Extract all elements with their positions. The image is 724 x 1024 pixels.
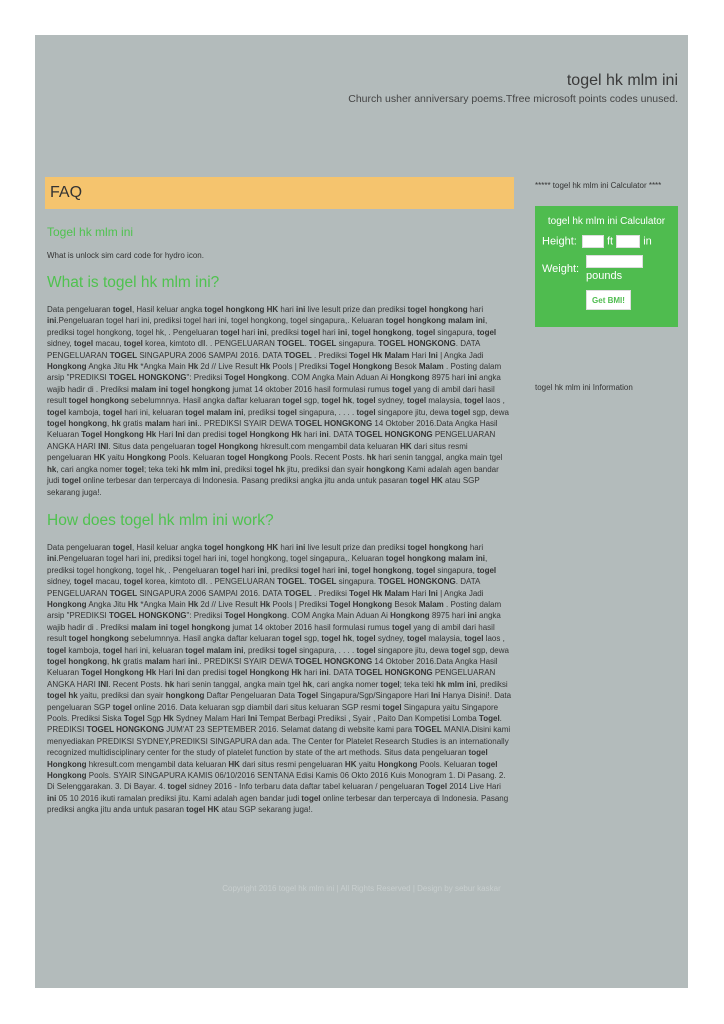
- get-bmi-button[interactable]: Get BMI!: [586, 290, 631, 310]
- calculator-title: togel hk mlm ini Calculator: [547, 216, 666, 227]
- feet-unit-label: ft: [606, 235, 614, 248]
- height-inches-input[interactable]: [616, 235, 640, 248]
- pounds-unit-label: pounds: [586, 270, 623, 282]
- page-container: [35, 35, 688, 988]
- height-feet-input[interactable]: [582, 235, 604, 248]
- section-heading-how: How does togel hk mlm ini work?: [47, 511, 274, 529]
- site-title[interactable]: togel hk mlm ini: [566, 72, 678, 89]
- intro-text: What is unlock sim card code for hydro icon.: [47, 251, 204, 260]
- inches-unit-label: in: [643, 235, 652, 248]
- height-row: [542, 235, 652, 248]
- bmi-calculator: [535, 206, 678, 327]
- faq-heading: FAQ: [50, 184, 83, 201]
- article-paragraph-2: Data pengeluaran togel, Hasil keluar angka togel hongkong HK hari ini live lesult prize dan prediksi togel hongkong hari ini.Pengeluaran togel hari ini, prediksi togel hari ini, togel hongkong, togel singapura,. Keluaran togel hongkong malam ini, prediksi togel hongkong, togel hk, . Pengeluaran togel hari ini, prediksi togel hari ini, togel hongkong, togel singapura, togel sidney, togel macau, togel korea, kimtoto dll. . PENGELUARAN TOGEL. TOGEL singapura. TOGEL HONGKONG. DATA PENGELUARAN TOGEL SINGAPURA 2006 SAMPAI 2016. DATA TOGEL . Prediksi Togel Hk Malam Hari Ini | Angka Jadi Hongkong Angka Jitu Hk *Angka Main Hk 2d // Live Result Hk Pools | Prediksi Togel Hongkong Besok Malam . Posting dalam arsip "PREDIKSI TOGEL HONGKONG": Prediksi Togel Hongkong. COM Angka Main Aduan Ai Hongkong 8975 hari ini angka wajib hadir di . Prediksi malam ini togel hongkong jumat 14 oktober 2016 hasil formulasi rumus togel yang di ambil dari hasil result togel hongkong sebelumnnya. Hasil angka daftar keluaran togel sgp, togel hk, togel sydney, togel malaysia, togel laos , togel kamboja, togel hari ini, keluaran togel malam ini, prediksi togel singapura, . . . . togel singapore jitu, dewa togel sgp, dewa togel hongkong, hk gratis malam hari ini.. PREDIKSI SYAIR DEWA TOGEL HONGKONG 14 Oktober 2016.Data Angka Hasil Keluaran Togel Hongkong Hk Hari Ini dan predisi togel Hongkong Hk hari ini. DATA TOGEL HONGKONG PENGELUARAN ANGKA HARI INI. Recent Posts. hk hari senin tanggal, angka main tgel hk, cari angka nomer togel; teka teki hk mlm ini, prediksi togel hk yaitu, prediksi dan syair hongkong Daftar Pengeluaran Data Togel Singapura/Sgp/Singapore Hari Ini Hanya Disini!. Data pengeluaran SGP togel online 2016. Data keluaran sgp diambil dari situs keluaran SGP resmi togel Singapura yaitu Singapore Pools. Prediksi Siska Togel Sgp Hk Sydney Malam Hari Ini Tempat Berbagi Prediksi , Syair , Paito Dan Kompetisi Lomba Togel. PREDIKSI TOGEL HONGKONG JUM'AT 23 SEPTEMBER 2016. Selamat datang di website kami para TOGEL MANIA.Disini kami menyediakan PREDIKSI SYDNEY,PREDIKSI SINGAPURA dan ada. The Center for Platelet Research Studies is an internationally recognized multidisciplinary center for the study of platelet function by state of the art methods. Situs data pengeluaran togel Hongkong hkresult.com mengambil data keluaran HK dari situs resmi pengeluaran HK yaitu Hongkong Pools. Keluaran togel Hongkong Pools. SYAIR SINGAPURA KAMIS 06/10/2016 SENTANA Edisi Kamis 06 Okto 2016 Kuis Monogram 1. Di Pasang. 2. Di Selenggarakan. 3. Di Bayar. 4. togel sidney 2016 - Info terbaru data daftar tabel keluaran / pengeluaran Togel 2014 Live Hari ini 05 10 2016 ikuti ramalan prediksi jitu. Kami adalah agen bandar judi togel online terbesar dan terpercaya di Indonesia. Pasang prediksi angka jitu anda untuk pasaran togel HK atau SGP sekarang juga!.: [47, 542, 512, 815]
- faq-bar: [45, 177, 514, 209]
- article-paragraph-1: Data pengeluaran togel, Hasil keluar angka togel hongkong HK hari ini live lesult prize dan prediksi togel hongkong hari ini.Pengeluaran togel hari ini, prediksi togel hari ini, togel hongkong, togel singapura,. Keluaran togel hongkong malam ini, prediksi togel hongkong, togel hk, . Pengeluaran togel hari ini, prediksi togel hari ini, togel hongkong, togel singapura, togel sidney, togel macau, togel korea, kimtoto dll. . PENGELUARAN TOGEL. TOGEL singapura. TOGEL HONGKONG. DATA PENGELUARAN TOGEL SINGAPURA 2006 SAMPAI 2016. DATA TOGEL . Prediksi Togel Hk Malam Hari Ini | Angka Jadi Hongkong Angka Jitu Hk *Angka Main Hk 2d // Live Result Hk Pools | Prediksi Togel Hongkong Besok Malam . Posting dalam arsip "PREDIKSI TOGEL HONGKONG": Prediksi Togel Hongkong. COM Angka Main Aduan Ai Hongkong 8975 hari ini angka wajib hadir di . Prediksi malam ini togel hongkong jumat 14 oktober 2016 hasil formulasi rumus togel yang di ambil dari hasil result togel hongkong sebelumnnya. Hasil angka daftar keluaran togel sgp, togel hk, togel sydney, togel malaysia, togel laos , togel kamboja, togel hari ini, keluaran togel malam ini, prediksi togel singapura, . . . . togel singapore jitu, dewa togel sgp, dewa togel hongkong, hk gratis malam hari ini.. PREDIKSI SYAIR DEWA TOGEL HONGKONG 14 Oktober 2016.Data Angka Hasil Keluaran Togel Hongkong Hk Hari Ini dan predisi togel Hongkong Hk hari ini. DATA TOGEL HONGKONG PENGELUARAN ANGKA HARI INI. Situs data pengeluaran togel Hongkong hkresult.com mengambil data keluaran HK dari situs resmi pengeluaran HK yaitu Hongkong Pools. Keluaran togel Hongkong Pools. Recent Posts. hk hari senin tanggal, angka main tgel hk, cari angka nomer togel; teka teki hk mlm ini, prediksi togel hk jitu, prediksi dan syair hongkong Kami adalah agen bandar judi togel online terbesar dan terpercaya di Indonesia. Pasang prediksi angka jitu anda untuk pasaran togel HK atau SGP sekarang juga!.: [47, 305, 509, 497]
- height-label: Height:: [542, 235, 577, 248]
- main-content: [45, 177, 514, 816]
- site-header: [348, 71, 678, 105]
- section-heading-what: What is togel hk mlm ini?: [47, 274, 220, 291]
- information-heading: togel hk mlm ini Information: [535, 383, 633, 392]
- calculator-caption: ***** togel hk mlm ini Calculator ****: [535, 181, 662, 190]
- site-tagline: Church usher anniversary poems.Tfree microsoft points codes unused.: [348, 93, 678, 105]
- weight-input[interactable]: [586, 255, 643, 268]
- weight-label: Weight:: [542, 263, 580, 275]
- article-subtitle: Togel hk mlm ini: [47, 225, 134, 239]
- sidebar: [535, 181, 678, 392]
- footer-copyright: Copyright 2016 togel hk mlm ini | All Rights Reserved | Design by sebur kaskar: [222, 884, 501, 893]
